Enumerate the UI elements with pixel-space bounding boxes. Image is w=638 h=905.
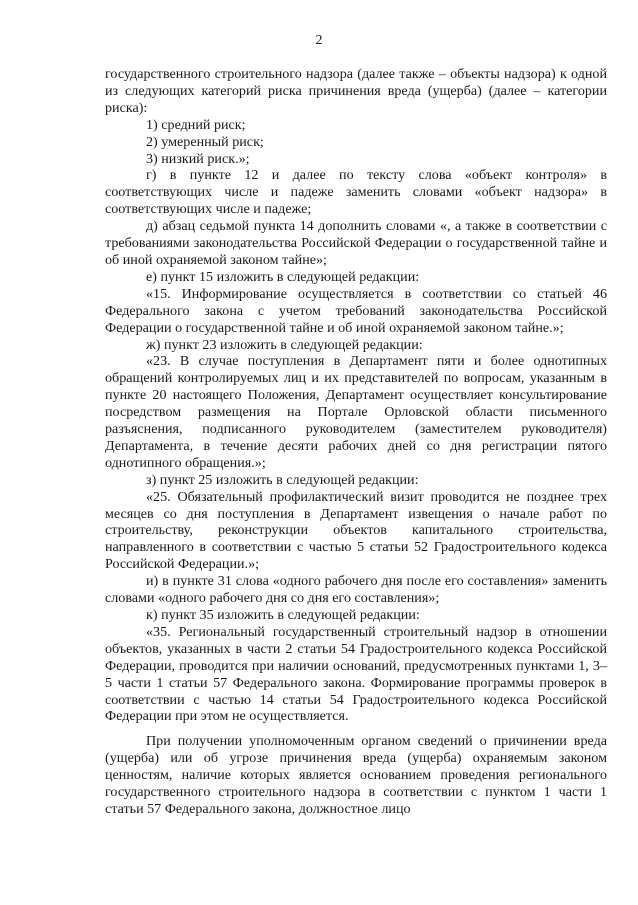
paragraph: и) в пункте 31 слова «одного рабочего дня после его составления» заменить словами «одного рабочего дня со дня его составления»;	[105, 573, 607, 607]
paragraph: «23. В случае поступления в Департамент пяти и более однотипных обращений контролируемых лиц и их представителей по вопросам, указанным в пункте 20 настоящего Положения, Департамент осуществляет консультирование посредством размещения на Портале Орловской области письменного разъяснения, подписанного руководителем (заместителем руководителя) Департамента, в течение десяти рабочих дней со дня регистрации пятого однотипного обращения.»;	[105, 353, 607, 471]
paragraph: д) абзац седьмой пункта 14 дополнить словами «, а также в соответствии с требованиями законодательства Российской Федерации о государственной тайне и об иной охраняемой законом тайне»;	[105, 218, 607, 268]
page-number: 2	[315, 33, 323, 48]
paragraph: При получении уполномоченным органом сведений о причинении вреда (ущерба) или об угрозе причинения вреда (ущерба) охраняемым законом ценностям, наличие которых является основанием проведения регионального государственного строительного надзора в соответствии с пунктом 1 части 1 статьи 57 Федерального закона, должностное лицо	[105, 733, 607, 817]
document-body	[105, 66, 607, 818]
paragraph: «15. Информирование осуществляется в соответствии со статьей 46 Федерального закона с учетом требований законодательства Российской Федерации о государственной тайне и об иной охраняемой законом тайне.»;	[105, 285, 607, 336]
paragraph: государственного строительного надзора (далее также – объекты надзора) к одной из следующих категорий риска причинения вреда (ущерба) (далее – категории риска):	[105, 66, 607, 116]
paragraph: к) пункт 35 изложить в следующей редакции:	[146, 607, 420, 623]
list-item: 1) средний риск;	[146, 116, 246, 133]
paragraph: г) в пункте 12 и далее по тексту слова «объект контроля» в соответствующих числе и падеже заменить словами «объект надзора» в соответствующих числе и падеже;	[105, 167, 607, 218]
paragraph: з) пункт 25 изложить в следующей редакции:	[146, 471, 419, 488]
paragraph: «25. Обязательный профилактический визит проводится не позднее трех месяцев со дня поступления в Департамент извещения о начале работ по строительству, реконструкции объектов капитального строительства, направленного в соответствии с частью 5 статьи 52 Градостроительного кодекса Российской Федерации.»;	[105, 488, 607, 573]
list-item: 2) умеренный риск;	[146, 133, 264, 150]
list-item: 3) низкий риск.»;	[146, 150, 250, 167]
paragraph: е) пункт 15 изложить в следующей редакции:	[146, 268, 420, 285]
paragraph: ж) пункт 23 изложить в следующей редакции:	[146, 336, 423, 353]
paragraph: «35. Региональный государственный строительный надзор в отношении объектов, указанных в части 2 статьи 54 Градостроительного кодекса Российской Федерации, проводится при наличии оснований, предусмотренных пунктами 1, 3–5 части 1 статьи 57 Федерального закона. Формирование программы проверок в соответствии с частью 14 статьи 54 Градостроительного кодекса Российской Федерации при этом не осуществляется.	[105, 623, 607, 725]
